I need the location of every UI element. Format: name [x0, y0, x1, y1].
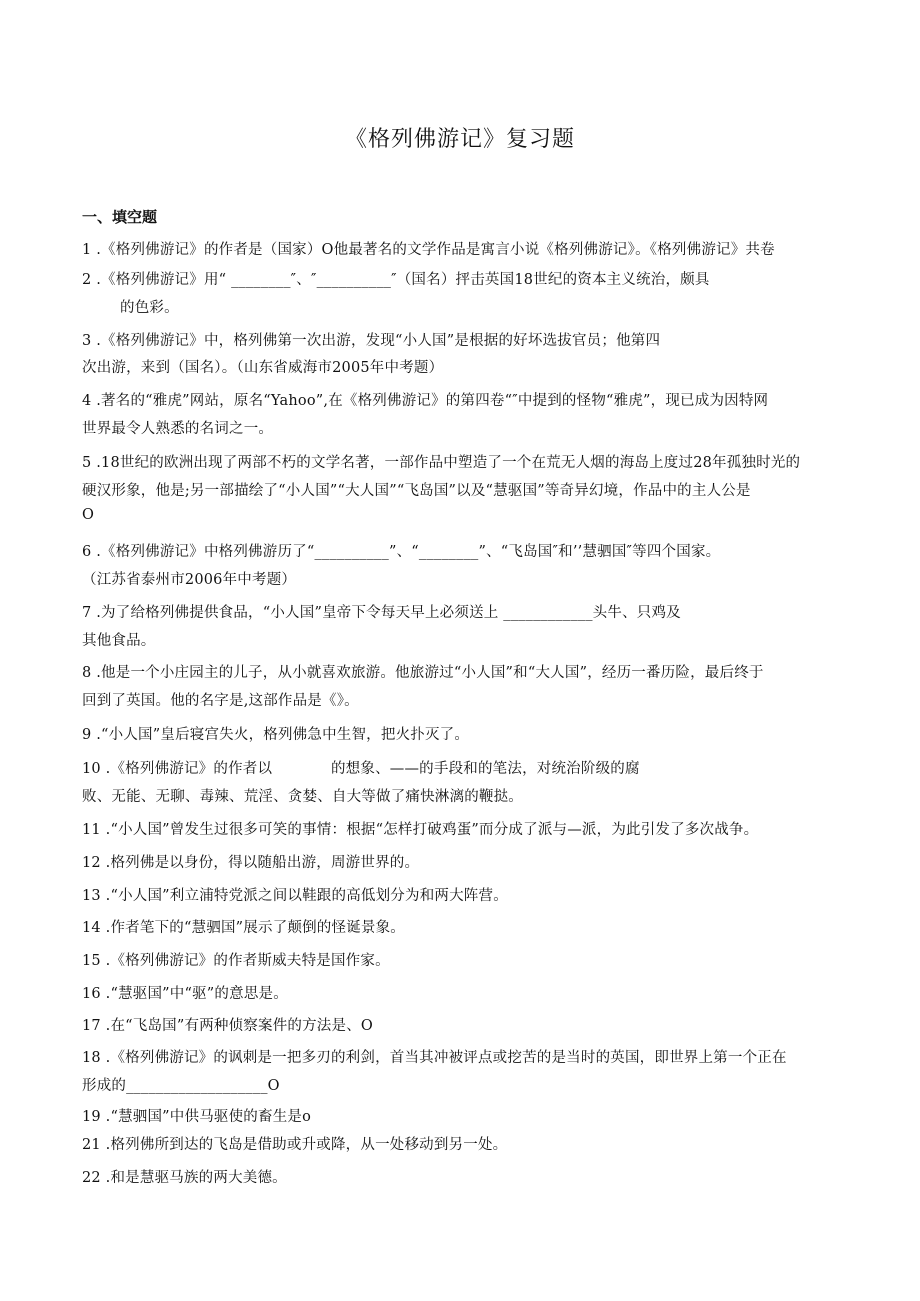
question-line: 10 .《格列佛游记》的作者以 的想象、——的手段和的笔法，对统治阶级的腐 — [82, 761, 640, 777]
question-line: 15 .《格列佛游记》的作者斯威夫特是国作家。 — [82, 953, 390, 969]
question-line: 2 .《格列佛游记》用“ ________″、″__________″（国名）抨击英国18世纪的资本主义统治，颇具 — [82, 272, 710, 288]
question-line: 11 .“小人国”曾发生过很多可笑的事情：根据“怎样打破鸡蛋”而分成了派与—派，为此引发了多次战争。 — [82, 822, 759, 838]
question-line: 次出游，来到（国名）。（山东省威海市2005年中考题） — [82, 360, 444, 376]
question-line: 败、无能、无聊、毒辣、荒淫、贪婪、自大等做了痛快淋漓的鞭挞。 — [82, 789, 523, 805]
question-line: 21 .格列佛所到达的飞岛是借助或升或降，从一处移动到另一处。 — [82, 1137, 508, 1153]
question-line: 8 .他是一个小庄园主的儿子，从小就喜欢旅游。他旅游过“小人国”和“大人国”，经历一番历险，最后终于 — [82, 665, 764, 681]
question-line: 其他食品。 — [82, 633, 156, 649]
question-line: （江苏省泰州市2006年中考题） — [82, 572, 297, 588]
question-line: 22 .和是慧驱马族的两大美德。 — [82, 1170, 287, 1186]
question-line: 硬汉形象，他是;另一部描绘了“小人国”“大人国”“飞岛国”以及“慧驱国”等奇异幻境，作品中的主人公是 — [82, 483, 751, 499]
question-line: 3 .《格列佛游记》中，格列佛第一次出游，发现“小人国”是根据的好坏选拔官员；他第四 — [82, 333, 661, 349]
question-line: 12 .格列佛是以身份，得以随船出游，周游世界的。 — [82, 855, 420, 871]
question-line: 19 .“慧驷国”中供马驱使的畜生是o — [82, 1109, 312, 1125]
question-line: 形成的___________________O — [82, 1078, 280, 1094]
question-line: 18 .《格列佛游记》的讽刺是一把多刃的利剑，首当其冲被评点或挖苦的是当时的英国，即世界上第一个正在 — [82, 1050, 787, 1066]
question-line: 1 .《格列佛游记》的作者是（国家）O他最著名的文学作品是寓言小说《格列佛游记》。《格列佛游记》共卷 — [82, 242, 775, 258]
question-line: O — [82, 507, 95, 523]
question-line: 7 .为了给格列佛提供食品，“小人国”皇帝下令每天早上必须送上 ____________头牛、只鸡及 — [82, 605, 681, 621]
page-title: 《格列佛游记》复习题 — [344, 127, 575, 152]
question-line: 回到了英国。他的名字是,这部作品是《》。 — [82, 693, 359, 709]
question-line: 13 .“小人国”利立浦特党派之间以鞋跟的高低划分为和两大阵营。 — [82, 888, 508, 904]
question-line: 14 .作者笔下的“慧驷国”展示了颠倒的怪诞景象。 — [82, 920, 405, 936]
section-heading: 一、填空题 — [82, 208, 158, 226]
question-line: 5 .18世纪的欧洲出现了两部不朽的文学名著，一部作品中塑造了一个在荒无人烟的海岛上度过28年孤独时光的 — [82, 455, 801, 471]
question-line: 世界最令人熟悉的名词之一。 — [82, 421, 274, 437]
question-line: 16 .“慧驱国”中“驱”的意思是。 — [82, 986, 288, 1002]
question-line: 的色彩。 — [120, 300, 179, 316]
question-line: 17 .在“飞岛国”有两种侦察案件的方法是、O — [82, 1018, 373, 1034]
question-line: 4 .著名的“雅虎”网站，原名“Yahoo”,在《格列佛游记》的第四卷“″中提到的怪物“雅虎”，现已成为因特网 — [82, 393, 769, 409]
question-line: 6 .《格列佛游记》中格列佛游历了“__________”、“________”、“飞岛国″和’’慧驷国″等四个国家。 — [82, 544, 721, 560]
question-line: 9 .“小人国”皇后寝宫失火，格列佛急中生智，把火扑灭了。 — [82, 727, 470, 743]
